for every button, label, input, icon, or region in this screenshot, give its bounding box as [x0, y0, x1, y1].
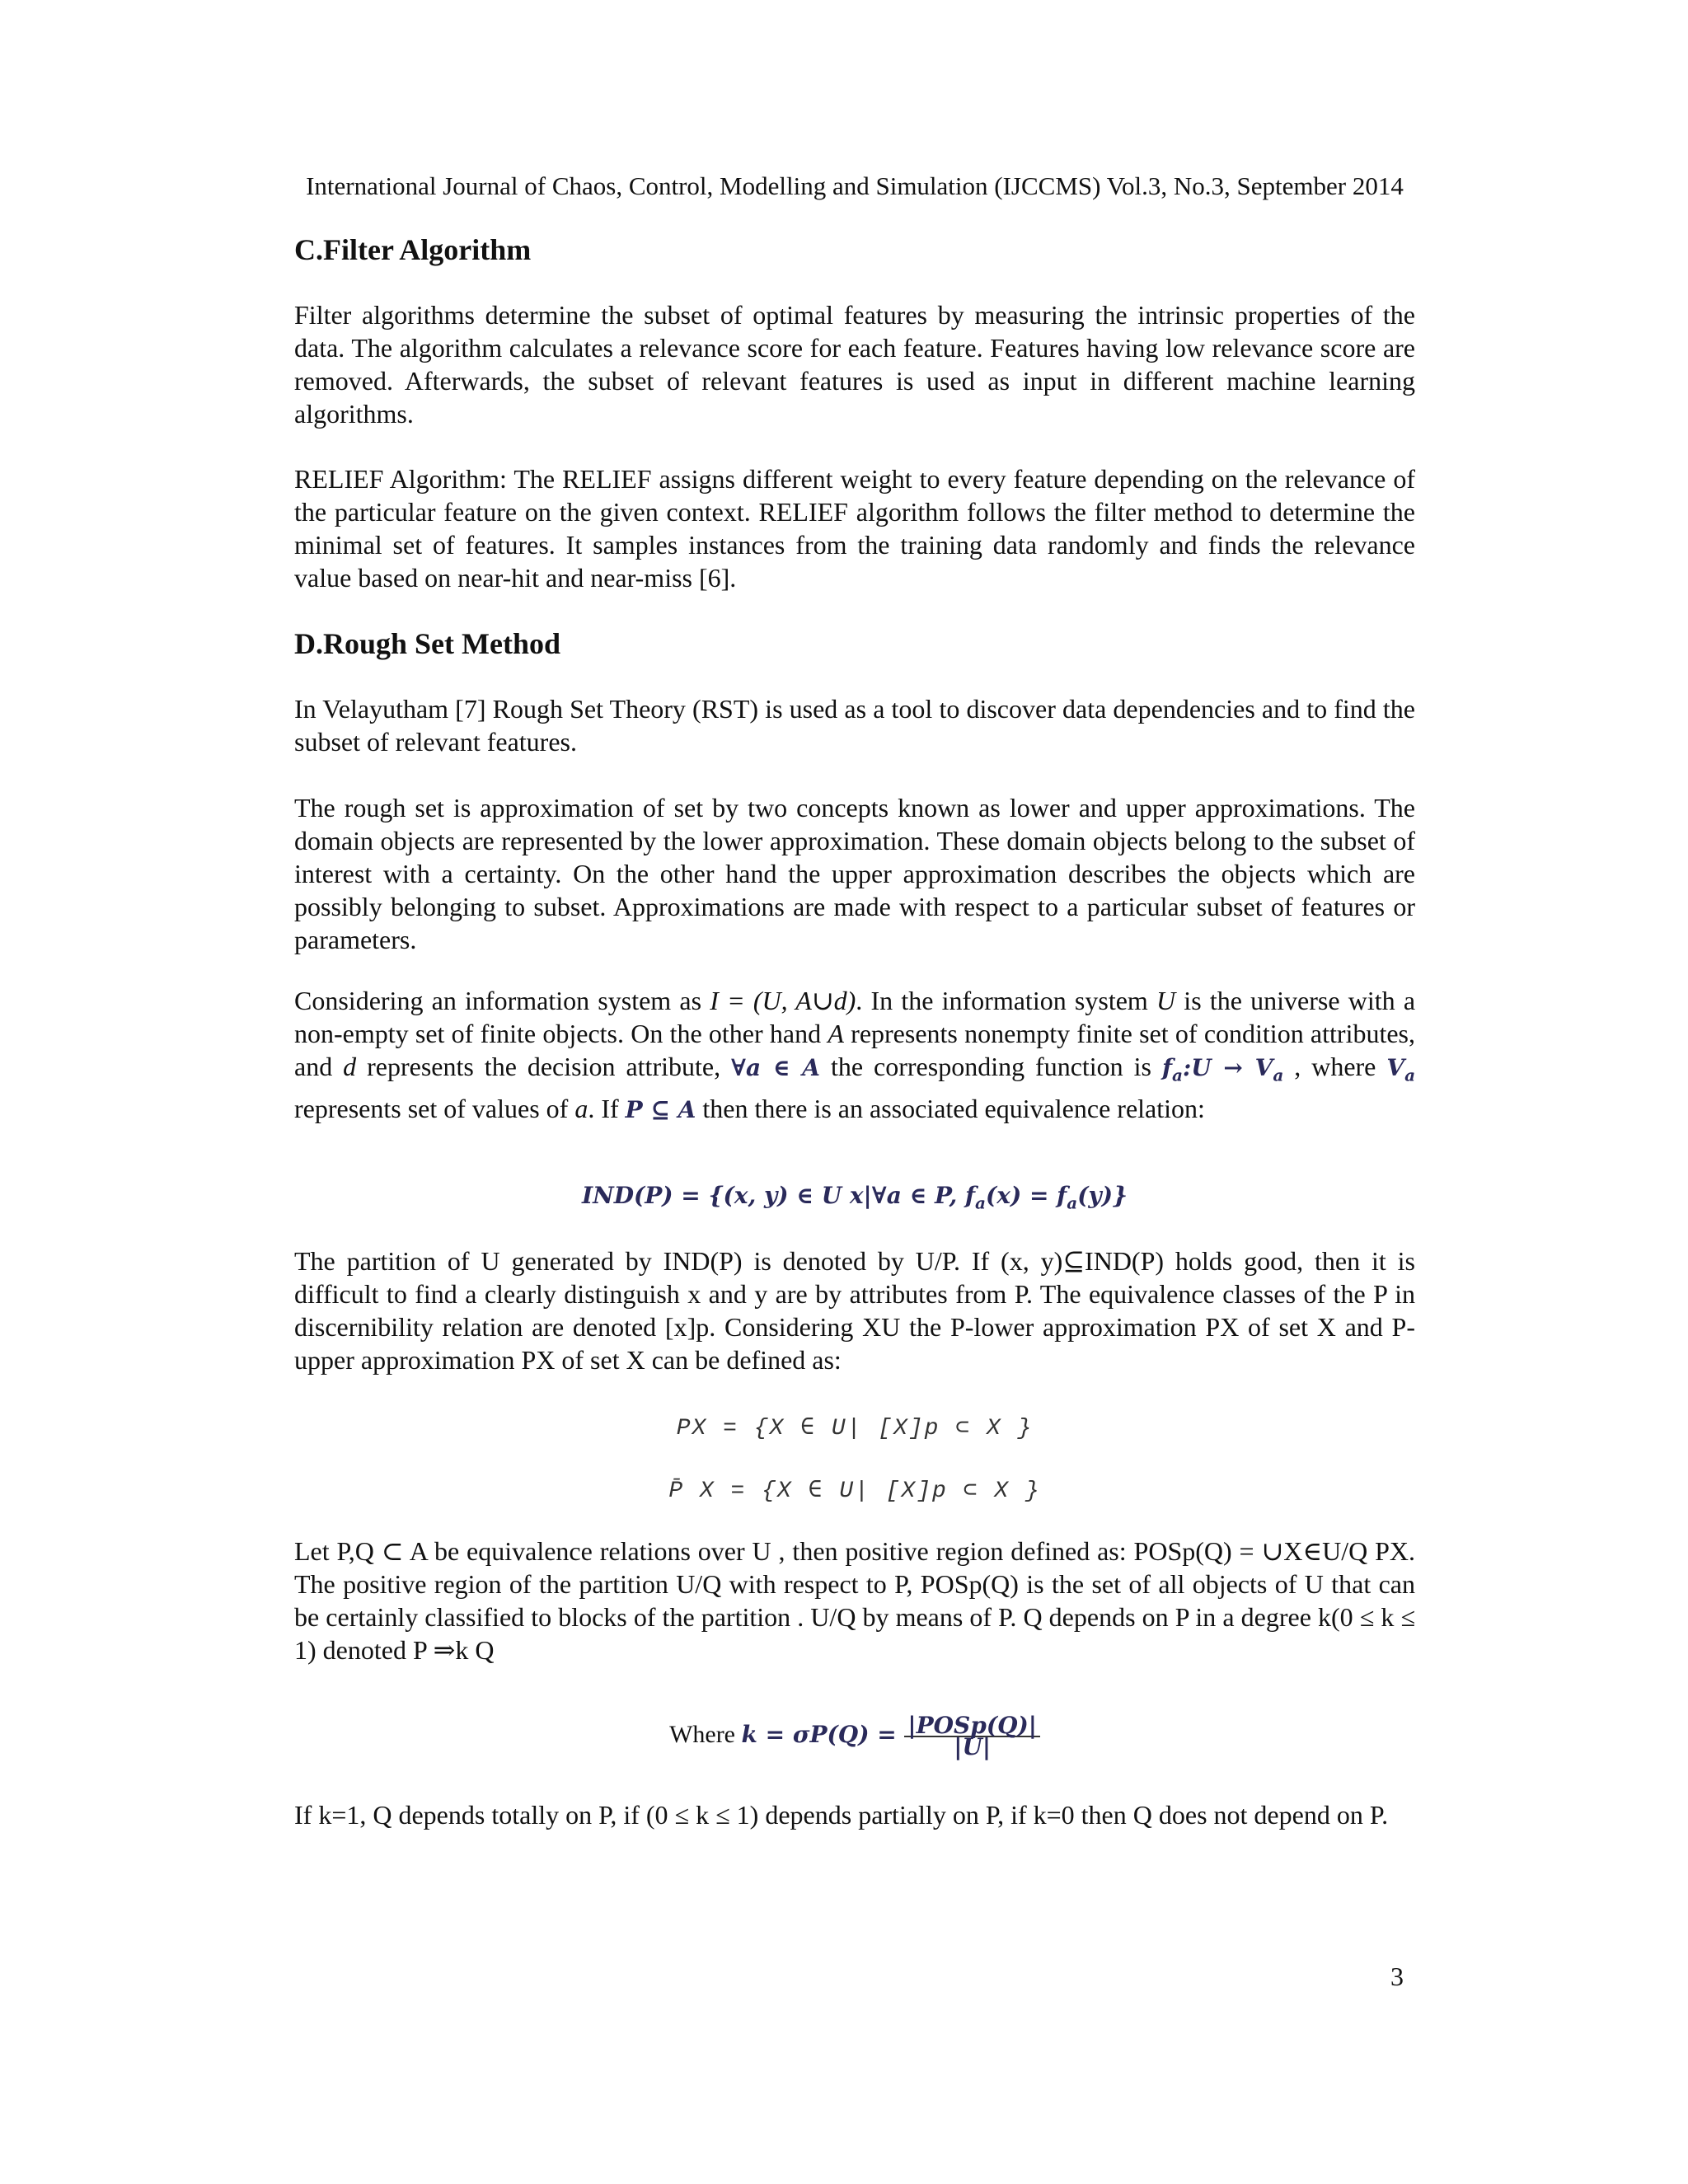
ind-equation: IND(P) = {(x, y) ∈ U x|∀a ∈ P, $f_a(x) = f_a(y)$}: [582, 1182, 1128, 1213]
dependency-conclusion-paragraph: If k=1, Q depends totally on P, if (0 ≤ k ≤ 1) depends partially on P, if k=0 then Q does not depend on P.: [294, 1800, 1389, 1830]
relief-paragraph: RELIEF Algorithm: The RELIEF assigns different weight to every feature depending on the relevance of the particular feature on the given context. RELIEF algorithm follows the filter method to determine the minimal set of features. It samples instances from the training data randomly and finds the relevance value based on near-hit and near-miss [6].: [294, 464, 1415, 593]
dependency-equation: Where k = σP(Q) = $\frac{\text{|POSp(Q)|}}{|U|}$: [294, 1716, 1415, 1757]
rough-set-approx-paragraph: The rough set is approximation of set by two concepts known as lower and upper approximations. The domain objects are represented by the lower approximation. These domain objects belong to the subset of interest with a certainty. On the other hand the upper approximation describes the objects which are possibly belonging to subset. Approximations are made with respect to a particular subset of features or parameters.: [294, 793, 1415, 954]
forall-symbol: ∀a ∈ A: [731, 1054, 821, 1081]
upper-approx-equation: P̄ X = {X ∈ U| [X]p ⊂ X }: [668, 1479, 1041, 1504]
partition-paragraph: The partition of U generated by IND(P) is denoted by U/P. If (x, y)⊆IND(P) holds good, then it is difficult to find a clearly distinguish x and y are by attributes from P. The equivalence classes of the P in discernibility relation are denoted [x]p. Considering XU the P-lower approximation PX of set X and P-upper approximation PX of set X can be defined as:: [294, 1246, 1415, 1375]
journal-header: International Journal of Chaos, Control, Modelling and Simulation (IJCCMS) Vol.3, No.3, September 2014: [306, 171, 1404, 200]
filter-paragraph: Filter algorithms determine the subset of optimal features by measuring the intrinsic properties of the data. The algorithm calculates a relevance score for each feature. Features having low relevance score are removed. Afterwards, the subset of relevant features is used as input in different machine learning algorithms.: [294, 300, 1415, 429]
information-system-paragraph: Considering an information system as I = (U, A∪d). In the information system U is the universe with a non-empty set of finite objects. On the other hand A represents nonempty finite set of condition attributes, and d represents the decision attribute, ∀a ∈ A the corresponding function is $f_a:U \to V_a$ , where $V_a$ represents set of values of a. If P ⊆ A then there is an associated equivalence relation:: [294, 986, 1416, 1123]
lower-approx-equation: PX = {X ∈ U| [X]p ⊂ X }: [676, 1416, 1034, 1441]
section-d-title: D.Rough Set Method: [294, 627, 561, 660]
positive-region-paragraph: Let P,Q ⊂ A be equivalence relations over U , then positive region defined as: POSp(Q) = ∪X∈U/Q PX. The positive region of the partition U/Q with respect to P, POSp(Q) is the set of all objects of U that can be certainly classified to blocks of the partition . U/Q by means of P. Q depends on P in a degree k(0 ≤ k ≤ 1) denoted P ⇒k Q: [294, 1536, 1415, 1665]
rough-set-intro-paragraph: In Velayutham [7] Rough Set Theory (RST) is used as a tool to discover data dependencies and to find the subset of relevant features.: [294, 694, 1415, 757]
section-c-title: C.Filter Algorithm: [294, 233, 532, 266]
dependency-fraction: $\frac{\text{|POSp(Q)|}}{|U|}$: [904, 1716, 1040, 1757]
page-number: 3: [1390, 1961, 1404, 1991]
